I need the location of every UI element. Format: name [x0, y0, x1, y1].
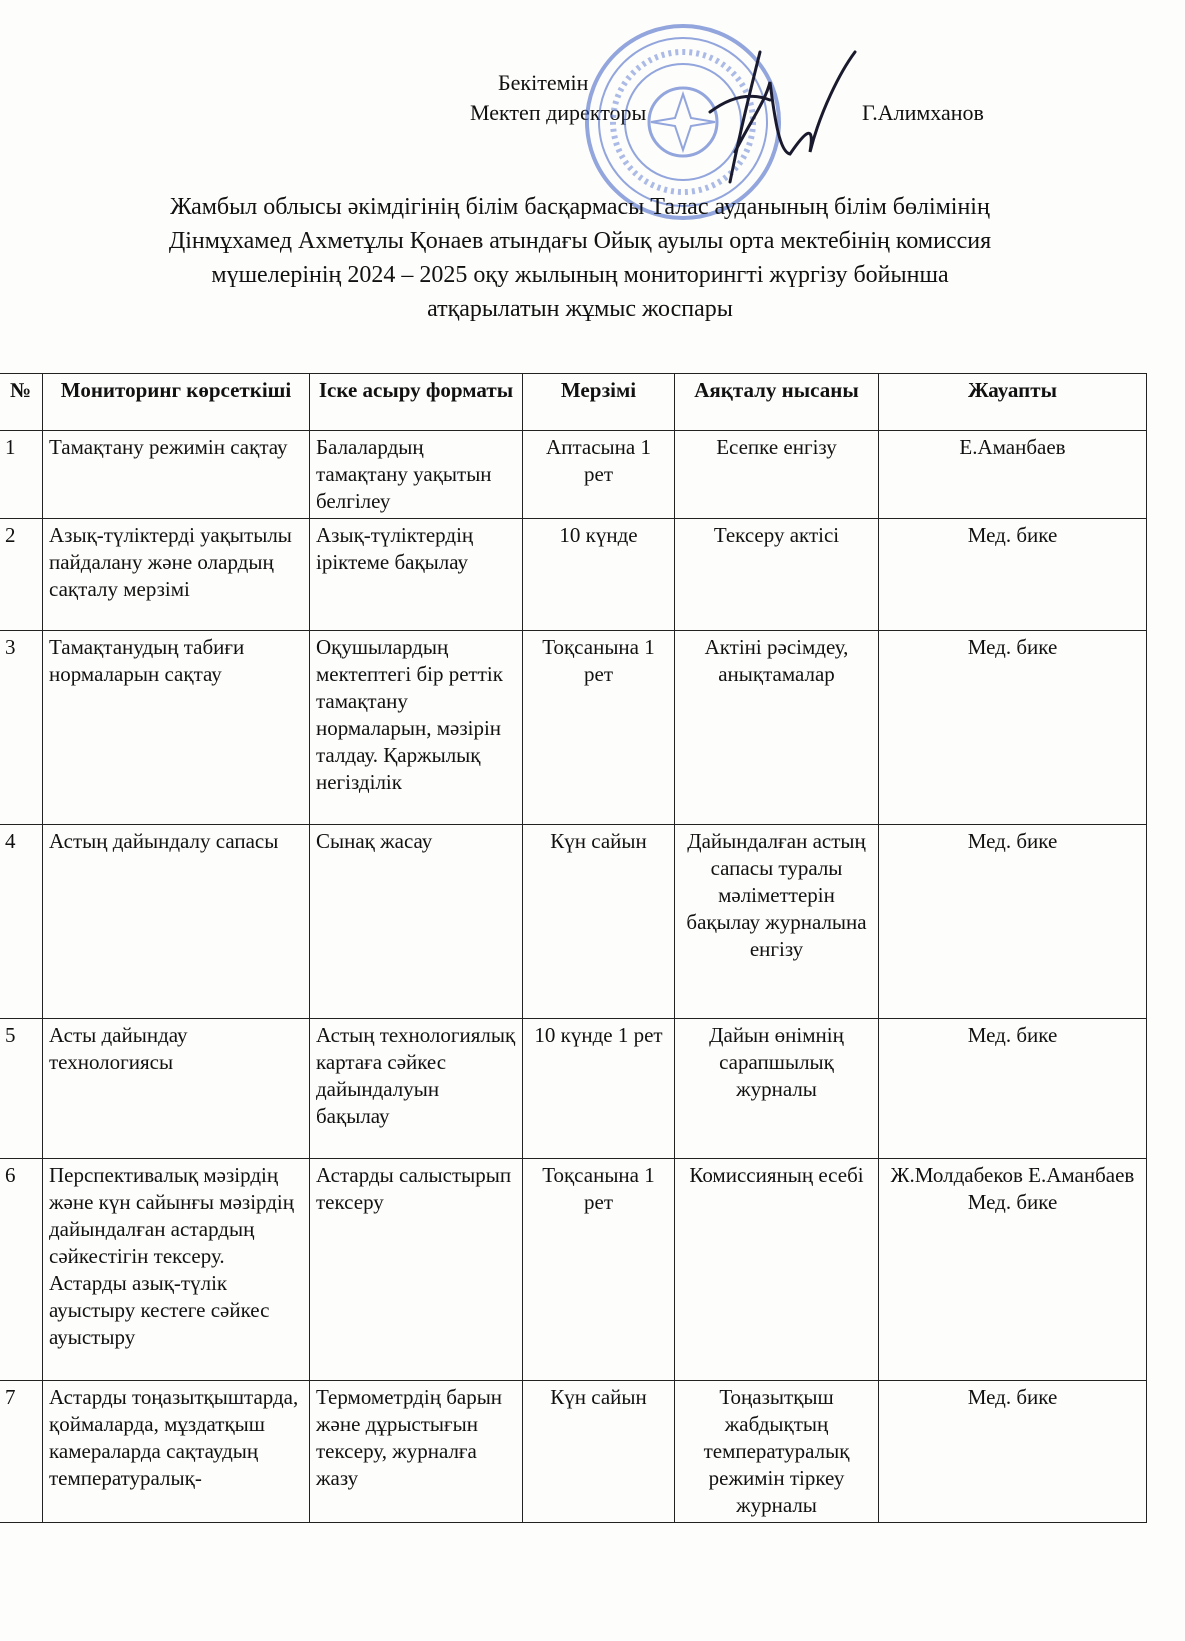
- row-responsible: Мед. бике: [879, 825, 1147, 1019]
- row-format: Астарды салыстырып тексеру: [310, 1159, 523, 1381]
- document-title: [40, 190, 1120, 326]
- row-number: 3: [0, 631, 43, 825]
- row-completion: Актіні рәсімдеу, анықтамалар: [675, 631, 879, 825]
- row-completion: Комиссияның есебі: [675, 1159, 879, 1381]
- row-format: Оқушылардың мектептегі бір реттік тамақтану нормаларын, мәзірін талдау. Қаржылық негізділік: [310, 631, 523, 825]
- row-format: Азық-түліктердің іріктеме бақылау: [310, 519, 523, 631]
- table-row: [0, 1381, 1147, 1523]
- row-completion: Дайын өнімнің сарапшылық журналы: [675, 1019, 879, 1159]
- row-indicator: Асты дайындау технологиясы: [43, 1019, 310, 1159]
- table-row: [0, 1159, 1147, 1381]
- row-completion: Тексеру актісі: [675, 519, 879, 631]
- table-row: [0, 825, 1147, 1019]
- row-indicator: Азық-түліктерді уақытылы пайдалану және олардың сақталу мерзімі: [43, 519, 310, 631]
- title-line: Жамбыл облысы әкімдігінің білім басқармасы Талас ауданының білім бөлімінің: [170, 194, 990, 220]
- monitoring-plan-table: [0, 373, 1147, 1523]
- row-indicator: Тамақтану режимін сақтау: [43, 431, 310, 519]
- row-format: Балалардың тамақтану уақытын белгілеу: [310, 431, 523, 519]
- approval-line: Бекітемін: [498, 70, 589, 95]
- title-line: атқарылатын жұмыс жоспары: [427, 296, 733, 322]
- row-responsible: Мед. бике: [879, 631, 1147, 825]
- row-number: 2: [0, 519, 43, 631]
- table-header-row: [0, 374, 1147, 431]
- header-responsible: Жауапты: [879, 374, 1147, 431]
- row-completion: Есепке енгізу: [675, 431, 879, 519]
- row-indicator: Перспективалық мәзірдің және күн сайынғы мәзірдің дайындалған астардың сәйкестігін тексеру. Астарды азық-түлік ауыстыру кестеге сәйкес ауыстыру: [43, 1159, 310, 1381]
- row-term: 10 күнде: [523, 519, 675, 631]
- header-number: №: [0, 374, 43, 431]
- row-indicator: Тамақтанудың табиғи нормаларын сақтау: [43, 631, 310, 825]
- row-term: Күн сайын: [523, 1381, 675, 1523]
- row-number: 5: [0, 1019, 43, 1159]
- row-number: 6: [0, 1159, 43, 1381]
- row-format: Сынақ жасау: [310, 825, 523, 1019]
- row-responsible: Ж.Молдабеков Е.Аманбаев Мед. бике: [879, 1159, 1147, 1381]
- director-name: Г.Алимханов: [862, 100, 984, 125]
- table-row: [0, 519, 1147, 631]
- row-responsible: Мед. бике: [879, 1019, 1147, 1159]
- row-term: Аптасына 1 рет: [523, 431, 675, 519]
- row-number: 4: [0, 825, 43, 1019]
- header-indicator: Мониторинг көрсеткіші: [43, 374, 310, 431]
- row-format: Термометрдің барын және дұрыстығын тексеру, журналға жазу: [310, 1381, 523, 1523]
- row-responsible: Мед. бике: [879, 519, 1147, 631]
- table-row: [0, 1019, 1147, 1159]
- row-indicator: Астың дайындалу сапасы: [43, 825, 310, 1019]
- header-completion: Аяқталу нысаны: [675, 374, 879, 431]
- row-responsible: Мед. бике: [879, 1381, 1147, 1523]
- header-format: Іске асыру форматы: [310, 374, 523, 431]
- row-term: Күн сайын: [523, 825, 675, 1019]
- row-number: 1: [0, 431, 43, 519]
- row-completion: Тоңазытқыш жабдықтың температуралық режимін тіркеу журналы: [675, 1381, 879, 1523]
- row-format: Астың технологиялық картаға сәйкес дайындалуын бақылау: [310, 1019, 523, 1159]
- signature-icon: [690, 42, 870, 192]
- row-term: Тоқсанына 1 рет: [523, 631, 675, 825]
- row-responsible: Е.Аманбаев: [879, 431, 1147, 519]
- title-line: Дінмұхамед Ахметұлы Қонаев атындағы Ойық ауылы орта мектебінің комиссия: [168, 228, 992, 254]
- director-title: Мектеп директоры: [470, 100, 647, 125]
- table-row: [0, 431, 1147, 519]
- row-term: Тоқсанына 1 рет: [523, 1159, 675, 1381]
- row-term: 10 күнде 1 рет: [523, 1019, 675, 1159]
- title-line: мүшелерінің 2024 – 2025 оқу жылының мониторингті жүргізу бойынша: [211, 262, 949, 288]
- header-term: Мерзімі: [523, 374, 675, 431]
- row-indicator: Астарды тоңазытқыштарда, қоймаларда, мұздатқыш камераларда сақтаудың температуралық-: [43, 1381, 310, 1523]
- row-completion: Дайындалған астың сапасы туралы мәліметтерін бақылау журналына енгізу: [675, 825, 879, 1019]
- table-row: [0, 631, 1147, 825]
- row-number: 7: [0, 1381, 43, 1523]
